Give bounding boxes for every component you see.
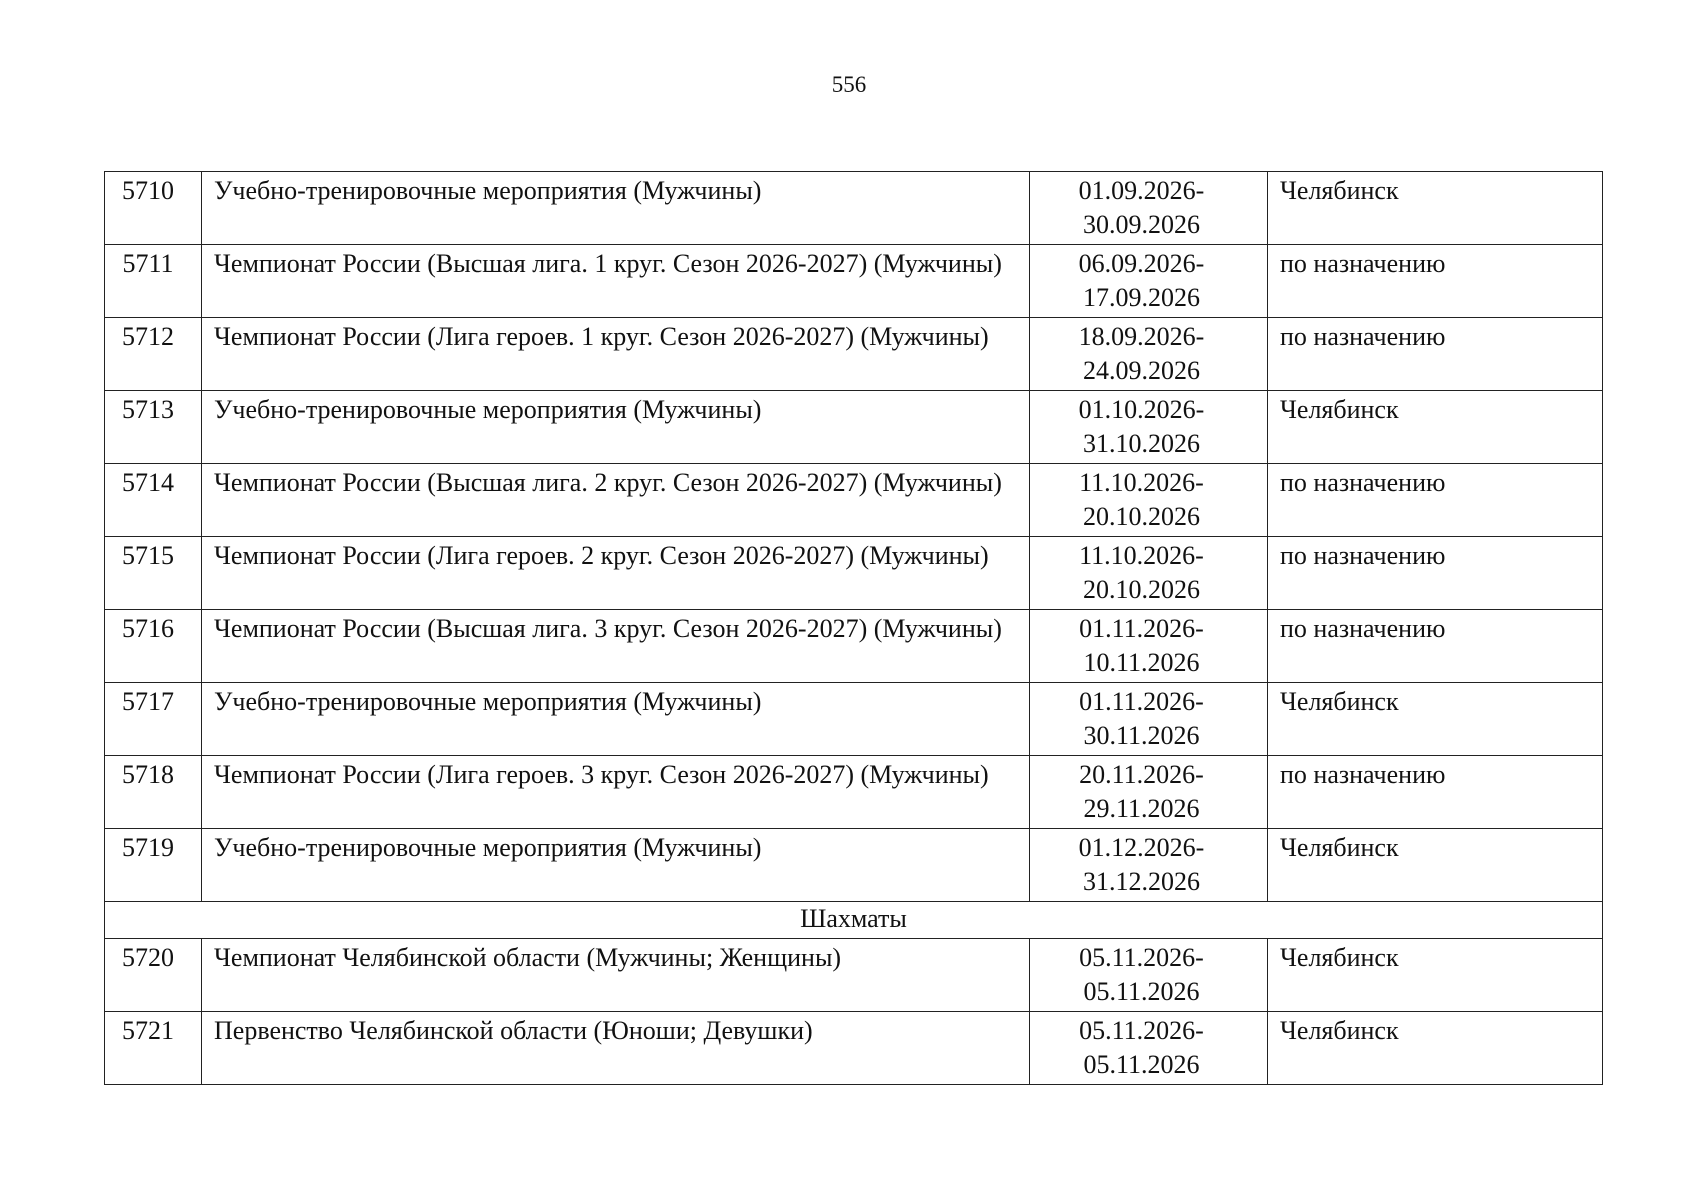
row-number: 5710	[122, 176, 174, 205]
table-row	[105, 318, 1603, 391]
event-dates	[1030, 172, 1268, 245]
event-place: по назначению	[1268, 756, 1603, 829]
table-row	[105, 245, 1603, 318]
date-to: 24.09.2026	[1083, 356, 1200, 385]
row-number: 5720	[122, 943, 174, 972]
date-to: 05.11.2026	[1083, 1050, 1200, 1079]
table-row	[105, 683, 1603, 756]
date-to: 20.10.2026	[1083, 575, 1200, 604]
table-row	[105, 939, 1603, 1012]
row-number: 5716	[122, 614, 174, 643]
date-from: 01.09.2026-	[1078, 176, 1205, 205]
event-name: Чемпионат Челябинской области (Мужчины; Женщины)	[202, 939, 1030, 1012]
date-to: 31.10.2026	[1083, 429, 1200, 458]
date-from: 11.10.2026-	[1079, 468, 1204, 497]
row-number: 5714	[122, 468, 174, 497]
event-place: Челябинск	[1268, 939, 1603, 1012]
date-from: 20.11.2026-	[1079, 760, 1204, 789]
table-row	[105, 1012, 1603, 1085]
row-number: 5719	[122, 833, 174, 862]
event-name: Первенство Челябинской области (Юноши; Девушки)	[202, 1012, 1030, 1085]
event-place: по назначению	[1268, 464, 1603, 537]
row-number: 5711	[122, 249, 174, 278]
section-header-row	[105, 902, 1603, 939]
date-to: 05.11.2026	[1083, 977, 1200, 1006]
date-from: 18.09.2026-	[1078, 322, 1205, 351]
event-dates	[1030, 829, 1268, 902]
event-name: Чемпионат России (Высшая лига. 3 круг. Сезон 2026-2027) (Мужчины)	[202, 610, 1030, 683]
event-name: Учебно-тренировочные мероприятия (Мужчины)	[202, 172, 1030, 245]
date-from: 06.09.2026-	[1078, 249, 1205, 278]
date-to: 29.11.2026	[1083, 794, 1200, 823]
event-dates	[1030, 245, 1268, 318]
date-from: 01.11.2026-	[1079, 687, 1204, 716]
table-row	[105, 829, 1603, 902]
table-row	[105, 172, 1603, 245]
row-number: 5721	[122, 1016, 174, 1045]
event-place: по назначению	[1268, 318, 1603, 391]
event-name: Чемпионат России (Высшая лига. 1 круг. Сезон 2026-2027) (Мужчины)	[202, 245, 1030, 318]
date-from: 05.11.2026-	[1079, 1016, 1204, 1045]
date-from: 01.10.2026-	[1078, 395, 1205, 424]
date-from: 05.11.2026-	[1079, 943, 1204, 972]
event-dates	[1030, 318, 1268, 391]
date-from: 11.10.2026-	[1079, 541, 1204, 570]
row-number: 5718	[122, 760, 174, 789]
event-place: Челябинск	[1268, 683, 1603, 756]
event-name: Учебно-тренировочные мероприятия (Мужчины)	[202, 683, 1030, 756]
event-name: Чемпионат России (Лига героев. 1 круг. Сезон 2026-2027) (Мужчины)	[202, 318, 1030, 391]
event-dates	[1030, 391, 1268, 464]
event-place: по назначению	[1268, 610, 1603, 683]
date-to: 17.09.2026	[1083, 283, 1200, 312]
event-dates	[1030, 683, 1268, 756]
event-name: Учебно-тренировочные мероприятия (Мужчины)	[202, 829, 1030, 902]
row-number: 5715	[122, 541, 174, 570]
event-dates	[1030, 939, 1268, 1012]
section-title: Шахматы	[105, 902, 1603, 939]
table-row	[105, 391, 1603, 464]
event-name: Учебно-тренировочные мероприятия (Мужчины)	[202, 391, 1030, 464]
event-dates	[1030, 464, 1268, 537]
date-to: 30.11.2026	[1083, 721, 1200, 750]
date-to: 30.09.2026	[1083, 210, 1200, 239]
date-from: 01.12.2026-	[1078, 833, 1205, 862]
event-dates	[1030, 1012, 1268, 1085]
page-number: 556	[831, 72, 867, 97]
date-to: 10.11.2026	[1083, 648, 1200, 677]
event-place: по назначению	[1268, 537, 1603, 610]
event-place: по назначению	[1268, 245, 1603, 318]
table-row	[105, 756, 1603, 829]
event-dates	[1030, 610, 1268, 683]
event-place: Челябинск	[1268, 391, 1603, 464]
row-number: 5717	[122, 687, 174, 716]
row-number: 5712	[122, 322, 174, 351]
events-table	[104, 171, 1603, 1085]
date-from: 01.11.2026-	[1079, 614, 1204, 643]
event-place: Челябинск	[1268, 829, 1603, 902]
event-dates	[1030, 537, 1268, 610]
row-number: 5713	[122, 395, 174, 424]
event-place: Челябинск	[1268, 172, 1603, 245]
table-row	[105, 610, 1603, 683]
table-row	[105, 537, 1603, 610]
event-name: Чемпионат России (Высшая лига. 2 круг. Сезон 2026-2027) (Мужчины)	[202, 464, 1030, 537]
event-name: Чемпионат России (Лига героев. 3 круг. Сезон 2026-2027) (Мужчины)	[202, 756, 1030, 829]
table-row	[105, 464, 1603, 537]
event-name: Чемпионат России (Лига героев. 2 круг. Сезон 2026-2027) (Мужчины)	[202, 537, 1030, 610]
date-to: 20.10.2026	[1083, 502, 1200, 531]
event-dates	[1030, 756, 1268, 829]
date-to: 31.12.2026	[1083, 867, 1200, 896]
event-place: Челябинск	[1268, 1012, 1603, 1085]
